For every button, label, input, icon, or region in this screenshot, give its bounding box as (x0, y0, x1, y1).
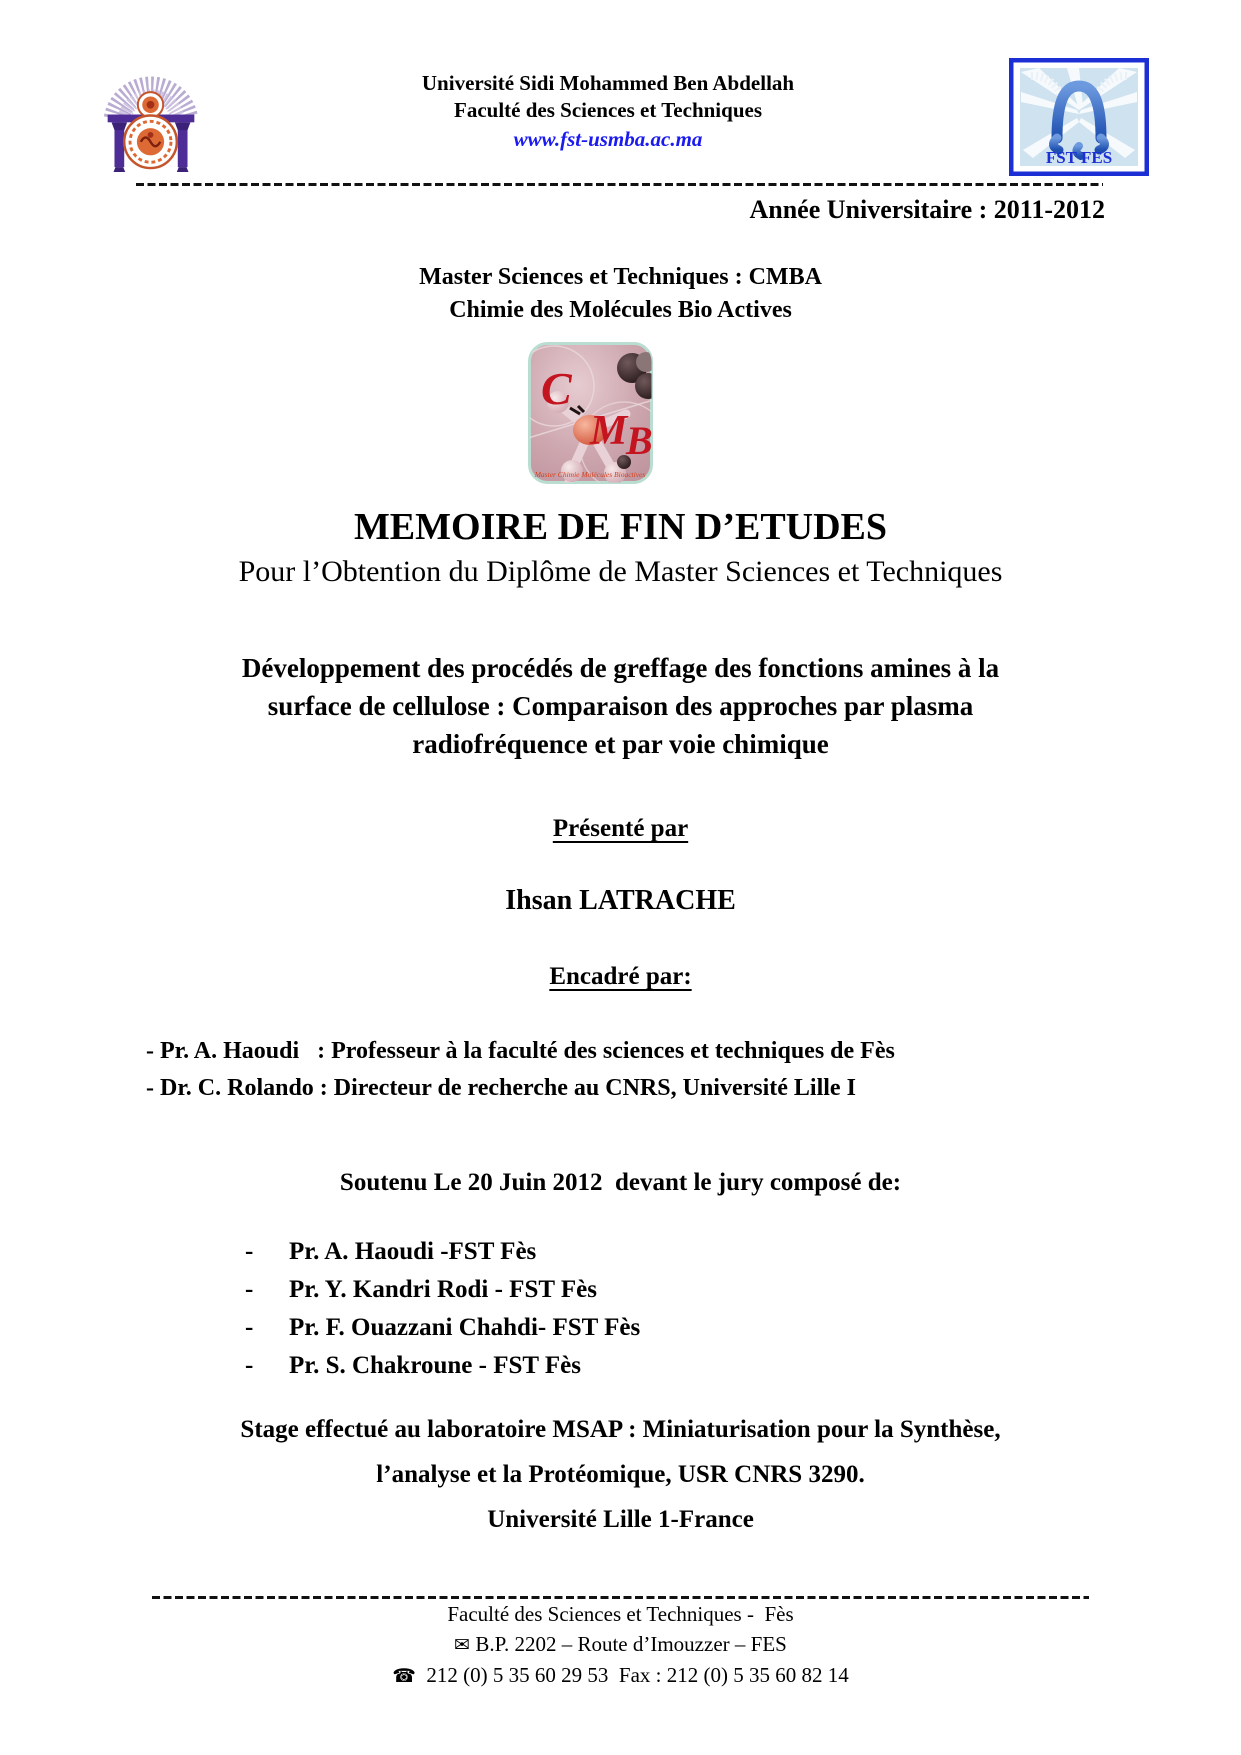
page-footer (0, 1596, 1241, 1691)
cmb-letter-c: C (541, 363, 572, 414)
internship-line1: Stage effectué au laboratoire MSAP : Miniaturisation pour la Synthèse, (240, 1416, 1001, 1443)
jury-item (245, 1233, 1241, 1271)
cmb-logo-caption: Master Chimie Molécules Bioactives (534, 470, 646, 479)
supervised-by-label: Encadré par: (549, 963, 692, 990)
university-name: Université Sidi Mohammed Ben Abdellah (421, 71, 795, 95)
jury-item (245, 1271, 1241, 1309)
thesis-title-line1: Développement des procédés de greffage des fonctions amines à la (241, 653, 1000, 683)
cmb-letter-m: M (590, 408, 628, 454)
separator-dashed-top (136, 183, 1103, 186)
footer-phone (0, 1660, 1241, 1691)
jury-list (0, 1233, 1241, 1385)
author-name: Ihsan LATRACHE (505, 885, 736, 916)
presented-by-label: Présenté par (552, 815, 689, 842)
advisor-line: - Pr. A. Haoudi : Professeur à la faculté des sciences et techniques de Fès (146, 1038, 895, 1064)
memoire-title: MEMOIRE DE FIN D’ETUDES (353, 506, 888, 548)
master-program (0, 261, 1241, 327)
thesis-title-line3: radiofréquence et par voie chimique (412, 729, 829, 759)
thesis-title-line2: surface de cellulose : Comparaison des approches par plasma (267, 691, 974, 721)
internship-section (0, 1407, 1241, 1542)
website-link[interactable]: www.fst-usmba.ac.ma (513, 127, 703, 151)
advisor-list (0, 1033, 1241, 1107)
jury-member-name: Pr. Y. Kandri Rodi - FST Fès (289, 1276, 597, 1303)
supervised-by-section (0, 963, 1241, 991)
master-program-line2: Chimie des Molécules Bio Actives (449, 297, 792, 323)
master-program-line1: Master Sciences et Techniques : CMBA (419, 264, 822, 290)
academic-year: Année Universitaire : 2011-2012 (749, 195, 1105, 224)
header-text-block (207, 70, 1009, 154)
jury-member-name: Pr. F. Ouazzani Chahdi- FST Fès (289, 1314, 641, 1341)
thesis-title (0, 649, 1241, 763)
cmba-molecule-logo (528, 342, 653, 484)
jury-item (245, 1309, 1241, 1347)
cmb-logo-wrapper (0, 342, 1241, 489)
page-header (0, 0, 1241, 176)
internship-line3: Université Lille 1-France (487, 1506, 754, 1533)
memoire-subtitle: Pour l’Obtention du Diplôme de Master Sciences et Techniques (238, 555, 1003, 588)
footer-address-text: B.P. 2202 – Route d’Imouzzer – FES (475, 1632, 787, 1656)
mail-icon: ✉ (454, 1634, 471, 1656)
jury-item (245, 1347, 1241, 1385)
jury-member-name: Pr. A. Haoudi -FST Fès (289, 1238, 537, 1265)
footer-phone-text: 212 (0) 5 35 60 29 53 Fax : 212 (0) 5 35 60 82 14 (426, 1663, 849, 1687)
footer-address (0, 1629, 1241, 1660)
cmb-letter-b: B (626, 418, 653, 463)
university-emblem-logo (95, 58, 207, 173)
advisor-line: - Dr. C. Rolando : Directeur de recherche au CNRS, Université Lille I (146, 1075, 856, 1101)
presented-by-section (0, 815, 1241, 843)
fst-fes-logo (1009, 58, 1149, 176)
internship-line2: l’analyse et la Protéomique, USR CNRS 3290. (376, 1461, 865, 1488)
phone-icon: ☎ (392, 1665, 416, 1687)
jury-member-name: Pr. S. Chakroune - FST Fès (289, 1352, 581, 1379)
fst-logo-caption: FST FES (1045, 148, 1113, 167)
defense-intro: Soutenu Le 20 Juin 2012 devant le jury composé de: (339, 1169, 902, 1196)
faculty-name: Faculté des Sciences et Techniques (454, 98, 762, 122)
footer-faculty: Faculté des Sciences et Techniques - Fès (447, 1602, 794, 1626)
